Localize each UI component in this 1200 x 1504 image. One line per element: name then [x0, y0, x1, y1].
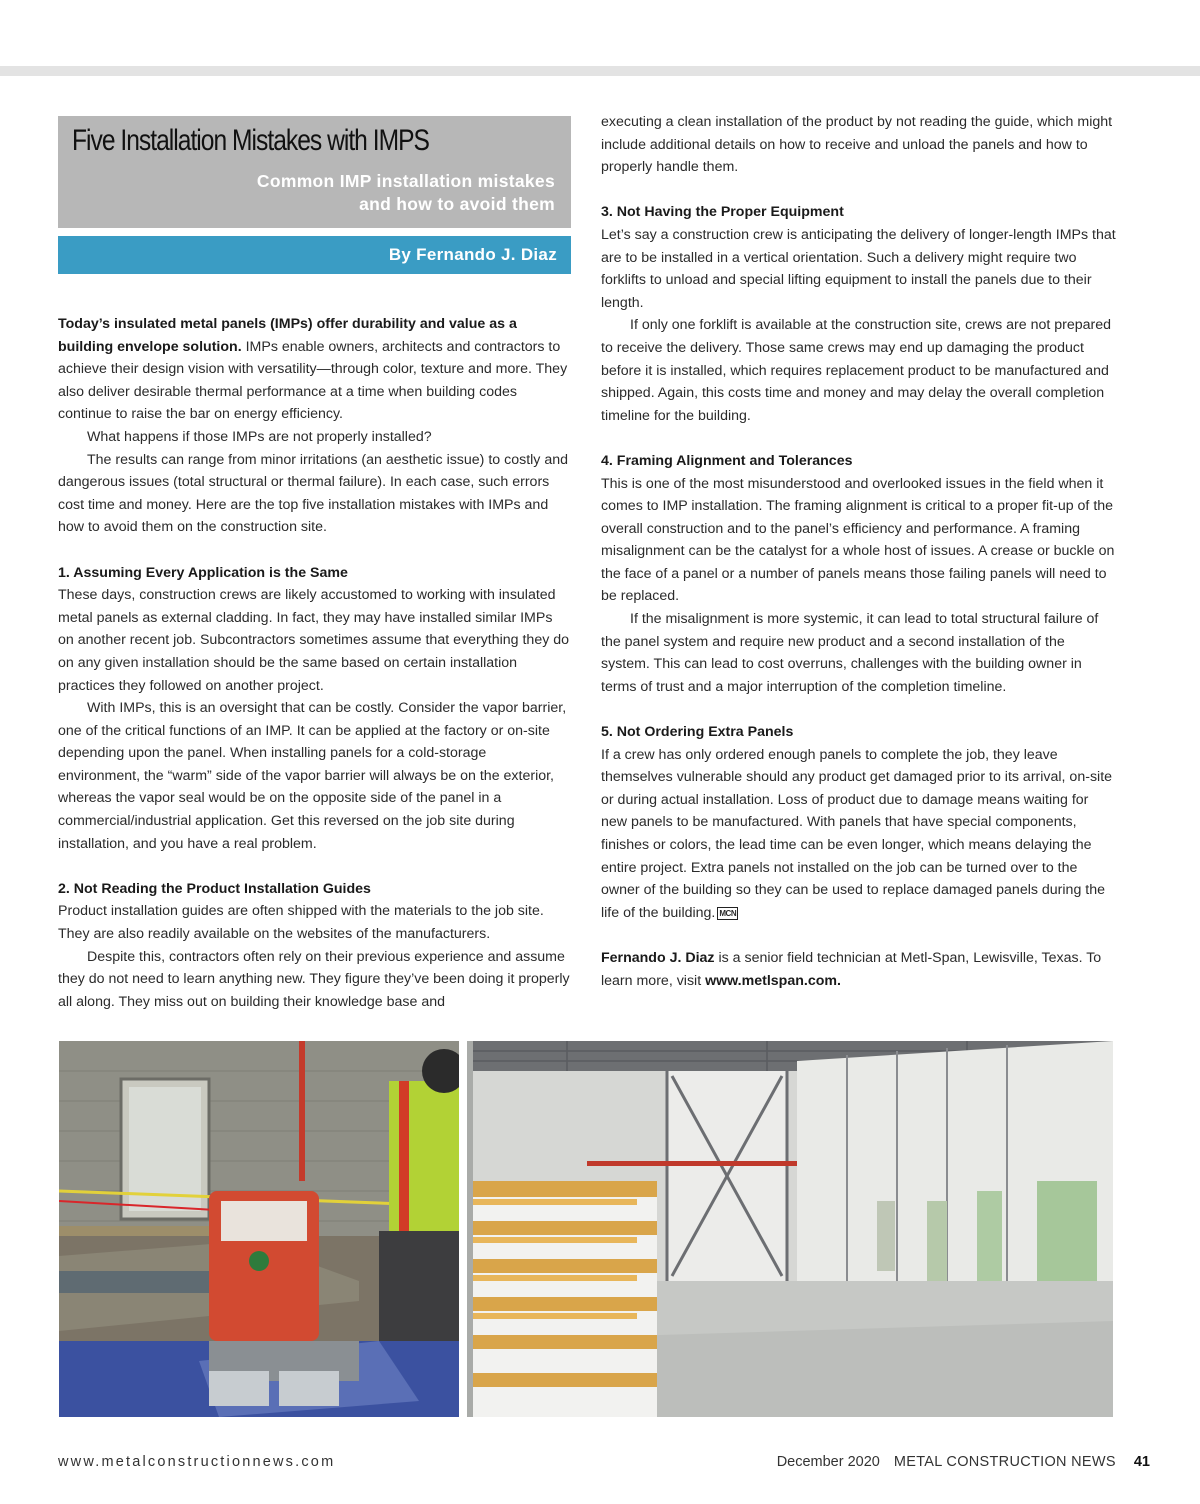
paragraph: Let’s say a construction crew is anticipating the delivery of longer-length IMPs that are to be installed in a vertical orientation. Such a delivery might require two forklifts to unload and special lifting equipment to install the panels due to their length. — [601, 226, 1116, 311]
paragraph: If a crew has only ordered enough panels to complete the job, they leave themselves vulnerable should any product get damaged prior to its arrival, on-site or during actual installation. Loss of product due to damage means waiting for new panels to be manufactured. With panels that have special components, finishes or colors, the lead time can be even longer, which means delaying the entire project. Extra panels not installed on the job can be turned over to the owner of the building so they can be used to replace damaged panels during the life of the building. MCN — [601, 746, 1113, 921]
photo-vacuum-lifter — [59, 1041, 459, 1417]
article-subtitle — [257, 170, 555, 216]
paragraph: If the misalignment is more systemic, it can lead to total structural failure of the panel system and require new product and a second installation of the system. This can lead to cost overruns, challenges with the building owner in terms of trust and a major interruption of the completion timeline. — [601, 611, 1099, 695]
byline: By Fernando J. Diaz — [388, 245, 557, 264]
paragraph: What happens if those IMPs are not properly installed? — [87, 428, 432, 445]
issue-date: December 2020 — [776, 1454, 880, 1470]
section-heading-1: 1. Assuming Every Application is the Same — [58, 564, 348, 581]
paragraph-continued: executing a clean installation of the product by not reading the guide, which might include additional details on how to receive and unload the panels and how to properly handle them. — [601, 114, 1113, 176]
top-rule — [0, 66, 1200, 76]
right-column — [601, 111, 1116, 992]
paragraph: These days, construction crews are likely accustomed to working with insulated metal panels as external cladding. In fact, they may have installed similar IMPs on another recent job. Subcontractors sometimes assume that everything they do on any given installation should be the same based on certain installation practices they followed on another project. — [58, 587, 570, 694]
page-number: 41 — [1133, 1454, 1150, 1470]
photo-warehouse-interior — [467, 1041, 1113, 1417]
author-name: Fernando J. Diaz — [601, 949, 715, 966]
section-heading-3: 3. Not Having the Proper Equipment — [601, 204, 844, 221]
footer-info — [777, 1454, 1150, 1470]
mcn-end-mark-icon: MCN — [719, 908, 737, 918]
intro-text: IMPs enable owners, architects and contractors to achieve their design vision with versatility—through color, texture and more. They also deliver desirable thermal performance at a time when building codes continue to raise the bar on energy efficiency. — [58, 338, 568, 423]
paragraph: The results can range from minor irritations (an aesthetic issue) to costly and dangerous issues (total structural or thermal failure). In each case, such errors cost time and money. Here are the top five installation mistakes with IMPs and how to avoid them on the construction site. — [58, 451, 569, 536]
paragraph: With IMPs, this is an oversight that can be costly. Consider the vapor barrier, one of the critical functions of an IMP. It can be applied at the factory or on-site depending upon the panel. When installing panels for a cold-storage environment, the “warm” side of the vapor barrier will always be on the exterior, whereas the vapor seal would be on the opposite side of the panel in a commercial/industrial application. Get this reversed on the job site during installation, and you have a real problem. — [58, 700, 567, 852]
photo-warehouse-interior-image — [467, 1041, 1113, 1417]
subtitle-line-2: and how to avoid them — [359, 194, 555, 214]
paragraph-continues: Despite this, contractors often rely on their previous experience and assume they do not need to learn anything new. They figure they’ve been doing it properly all along. They miss out on building their knowledge base and — [58, 948, 570, 1010]
photo-vacuum-lifter-image — [59, 1041, 459, 1417]
publication-name: METAL CONSTRUCTION NEWS — [893, 1454, 1116, 1470]
paragraph: If only one forklift is available at the construction site, crews are not prepared to receive the delivery. Those same crews may end up damaging the product before it is installed, which requires replacement product to be manufactured and shipped. Again, this costs time and money and may delay the overall completion timeline for the building. — [601, 317, 1112, 424]
paragraph: This is one of the most misunderstood and overlooked issues in the field when it comes to IMP installation. The framing alignment is critical to a proper fit-up of the overall construction and to the panel’s efficiency and performance. A framing misalignment can be the catalyst for a whole host of issues. A crease or buckle on the face of a panel or a number of panels means those failing panels will need to be replaced. — [601, 475, 1115, 605]
section-heading-4: 4. Framing Alignment and Tolerances — [601, 452, 853, 469]
footer-website[interactable]: www.metalconstructionnews.com — [58, 1454, 336, 1470]
intro-paragraph — [58, 313, 570, 426]
byline-banner — [58, 236, 571, 274]
intro-lead: Today’s insulated metal panels (IMPs) offer durability and value as a building envelope solution. — [58, 316, 517, 355]
article-title: Five Installation Mistakes with IMPS — [72, 124, 429, 157]
subtitle-line-1: Common IMP installation mistakes — [256, 171, 555, 191]
author-bio: Fernando J. Diaz is a senior field technician at Metl-Span, Lewisville, Texas. To learn more, visit www.metlspan.com. — [601, 949, 1102, 989]
paragraph: Product installation guides are often shipped with the materials to the job site. They are also readily available on the websites of the manufacturers. — [58, 903, 544, 943]
section-heading-5: 5. Not Ordering Extra Panels — [601, 724, 794, 741]
author-link[interactable]: www.metlspan.com. — [705, 972, 841, 989]
left-column — [58, 313, 570, 1014]
title-banner — [58, 116, 571, 228]
section-heading-2: 2. Not Reading the Product Installation Guides — [58, 880, 371, 897]
